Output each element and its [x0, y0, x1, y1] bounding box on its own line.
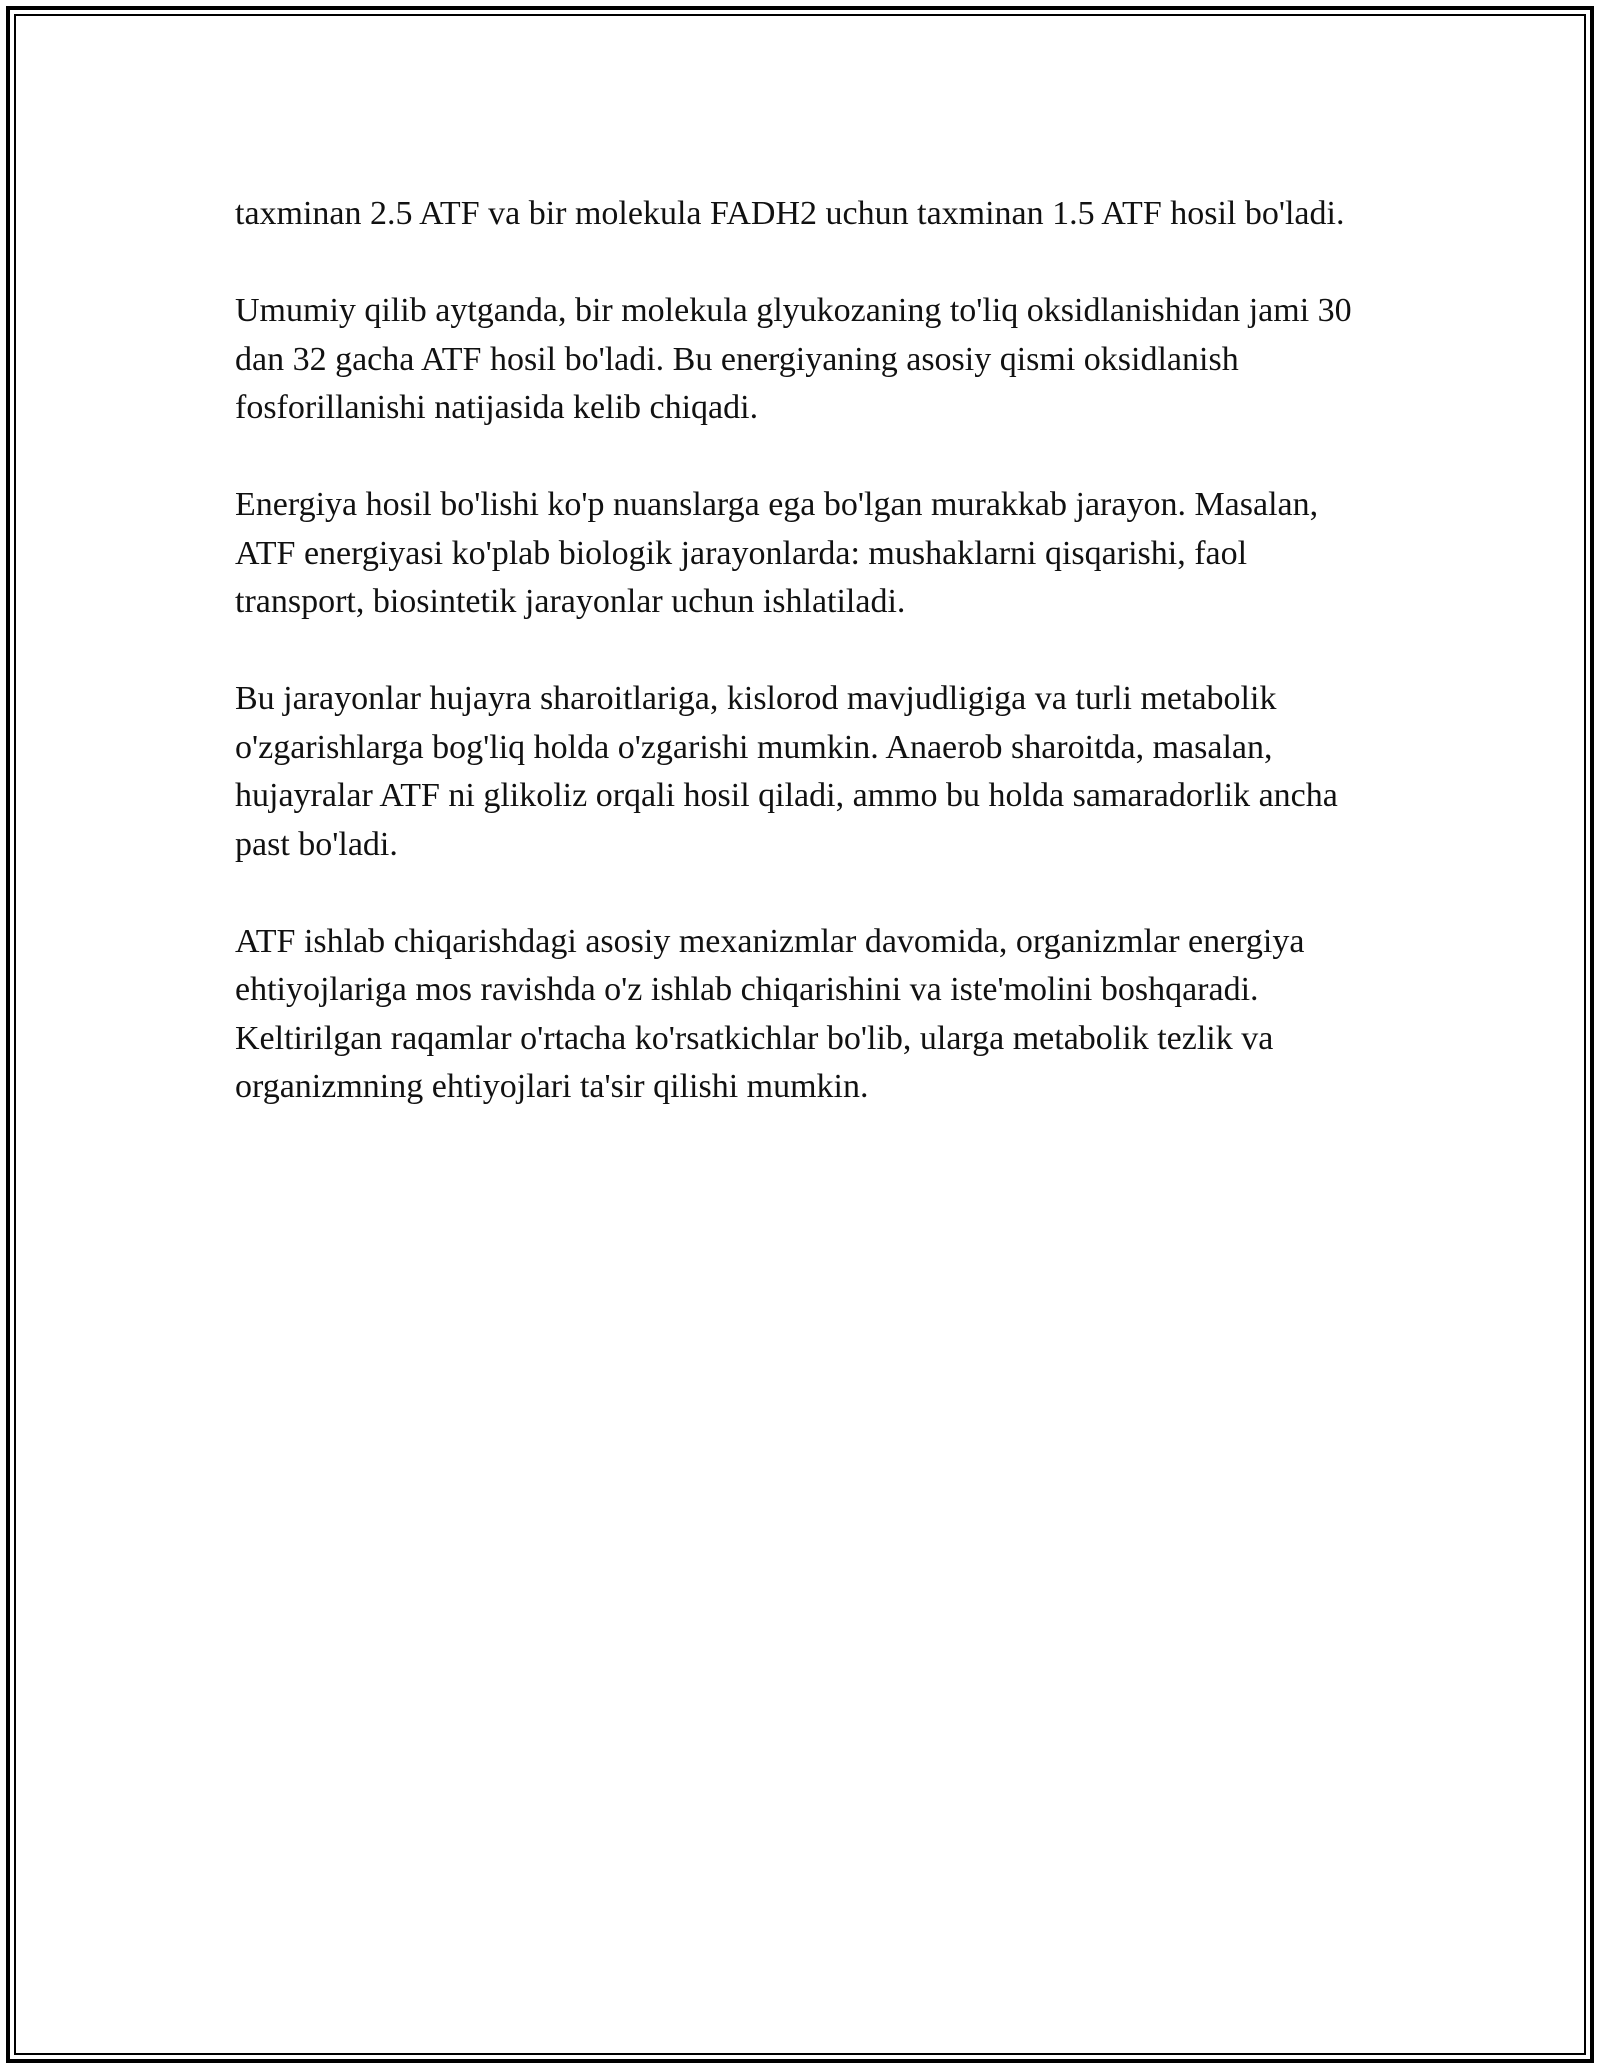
paragraph-energy-usage: Energiya hosil bo'lishi ko'p nuanslarga ega bo'lgan murakkab jarayon. Masalan, ATF energiyasi ko'plab biologik jarayonlarda: mushaklarni qisqarishi, faol transport, biosintetik jarayonlar uchun ishlatiladi. [235, 486, 1319, 620]
paragraph-regulation: ATF ishlab chiqarishdagi asosiy mexanizmlar davomida, organizmlar energiya ehtiyojlariga mos ravishda o'z ishlab chiqarishini va iste'molini boshqaradi. Keltirilgan raqamlar o'rtacha ko'rsatkichlar bo'lib, ularga metabolik tezlik va organizmning ehtiyojlari ta'sir qilishi mumkin. [235, 922, 1305, 1105]
paragraph-glucose-total: Umumiy qilib aytganda, bir molekula glyukozaning to'liq oksidlanishidan jami 30 dan 32 gacha ATF hosil bo'ladi. Bu energiyaning asosiy qismi oksidlanish fosforillanishi natijasida kelib chiqadi. [235, 292, 1352, 426]
document-body [235, 190, 1365, 1160]
paragraph-atf-yield: taxminan 2.5 ATF va bir molekula FADH2 uchun taxminan 1.5 ATF hosil bo'ladi. [235, 195, 1345, 232]
paragraph-conditions: Bu jarayonlar hujayra sharoitlariga, kislorod mavjudligiga va turli metabolik o'zgarishlarga bog'liq holda o'zgarishi mumkin. Anaerob sharoitda, masalan, hujayralar ATF ni glikoliz orqali hosil qiladi, ammo bu holda samaradorlik ancha past bo'ladi. [235, 680, 1338, 863]
